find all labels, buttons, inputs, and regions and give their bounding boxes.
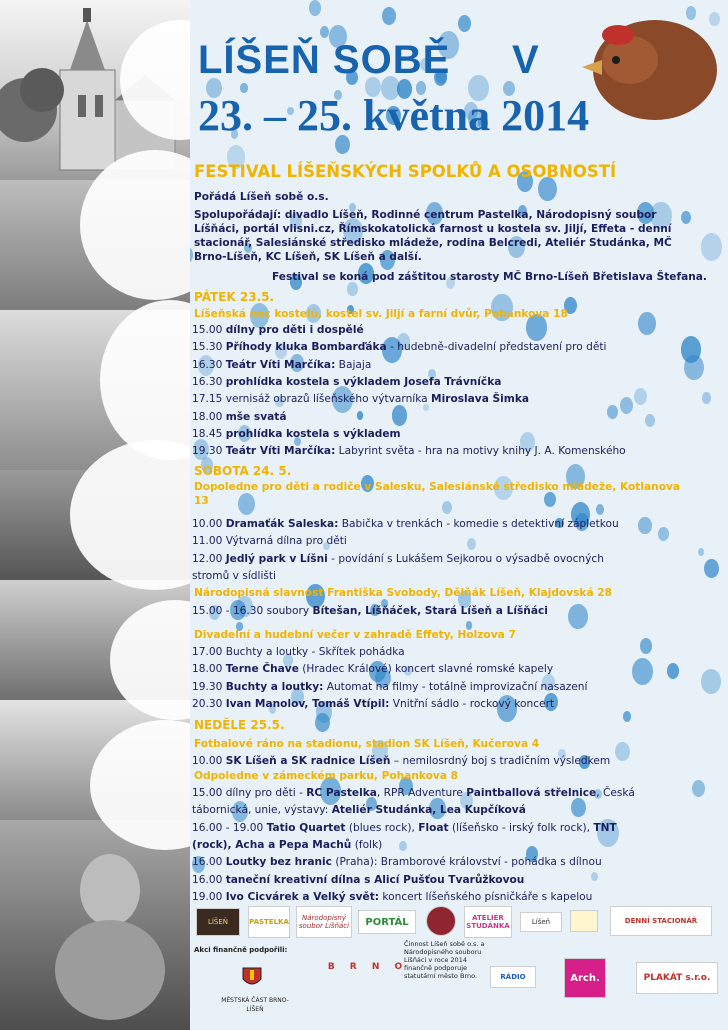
program-bold: Terne Čhave	[225, 663, 299, 676]
patronage: Festival se koná pod záštitou starosty MČ Brno-Líšeň Břetislava Štefana.	[272, 271, 707, 283]
program-row	[192, 444, 626, 458]
program-rest2: , RPR Adventure	[376, 787, 467, 799]
program-bold: (rock), Acha a Pepa Machů	[192, 838, 352, 851]
program-row	[192, 838, 382, 852]
coorganizers: Spolupořádají: divadlo Líšeň, Rodinné centrum Pastelka, Národopisný soubor Líšňáci, portál vlisni.cz, Římskokatolická farnost u kostela sv. Jiljí, Effeta - denní stacionář, Salesiánské středisko mládeže, rodina Belcredi, Ateliér Studánka, MČ Brno-Líšeň, KC Líšeň, SK Líšeň a další.	[194, 209, 672, 263]
logo-portal: PORTÁL	[358, 910, 416, 934]
program-row	[192, 754, 610, 768]
program-bold3: TNT	[593, 821, 617, 834]
coat-of-arms-icon	[242, 967, 262, 989]
program-bold2: Miroslava Šimka	[431, 393, 530, 406]
program-rest: dílny pro děti -	[225, 787, 307, 799]
program-row	[192, 323, 364, 337]
program-time: 19.30	[192, 445, 226, 458]
festival-subtitle: FESTIVAL LÍŠEŇSKÝCH SPOLKŮ A OSOBNOSTÍ	[194, 162, 617, 181]
program-bold3: Paintballová střelnice	[466, 787, 597, 799]
program-row	[192, 786, 635, 800]
program-rest: Buchty a loutky - Skřítek pohádka	[225, 646, 405, 658]
program-time: 15.30	[192, 341, 226, 354]
program-row	[192, 392, 529, 406]
saturday-venue-1: Dopoledne pro děti a rodiče v Salesku, Salesiánské středisko mládeže, Kotlanova 13	[194, 481, 681, 507]
organizer: Pořádá Líšeň sobě o.s.	[194, 191, 329, 203]
program-bold: Teátr Víti Marčíka:	[225, 445, 336, 458]
program-time: 10.00	[192, 755, 226, 767]
program-time: 10.00	[192, 518, 226, 530]
program-row	[192, 803, 526, 817]
program-rest: Výtvarná dílna pro děti	[225, 535, 347, 548]
program-time: 18.00	[192, 663, 226, 676]
program-time: 16.00 - 19.00	[192, 821, 267, 834]
logo-lisen: LÍŠEŇ	[196, 908, 240, 936]
logo-pastelka: PASTELKA	[248, 906, 290, 938]
program-bold: Loutky bez hranic	[225, 856, 332, 869]
program-row	[192, 873, 524, 887]
program-row	[192, 697, 554, 711]
program-row	[192, 569, 276, 583]
program-rest: (folk)	[351, 838, 383, 851]
logo-lisnaci: Národopisný soubor Líšňáci	[296, 906, 352, 938]
program-row	[192, 517, 619, 531]
friday-venue: Líšeňská noc kostelů, kostel sv. Jiljí a farní dvůr, Pohankova 18	[194, 308, 568, 320]
program-time: 17.15	[192, 393, 226, 406]
program-rest: Babička v trenkách - komedie s detektivní zápletkou	[338, 518, 619, 530]
logo-brno: B R N O	[327, 962, 409, 972]
program-row	[192, 855, 602, 869]
saturday-venue-2: Národopisná slavnost Františka Svobody, Dělňák Líšeň, Klajdovská 28	[194, 587, 613, 599]
program-rest: koncert líšeňského písničkáře s kapelou	[379, 890, 593, 903]
program-time: 19.00	[192, 890, 226, 903]
program-time: 16.30	[192, 358, 226, 371]
program-row	[192, 680, 587, 694]
program-bold2: Ateliér Studánka, Lea Kupčíková	[331, 804, 526, 817]
program-rest: stromů v sídlišti	[192, 569, 277, 582]
sunday-venue-2: Odpoledne v zámeckém parku, Pohankova 8	[194, 770, 459, 782]
program-row	[192, 410, 287, 424]
program-rest: Vnitřní sádlo - rockový koncert	[389, 697, 555, 710]
logo-lisen-small: Líšeň	[520, 912, 562, 932]
program-row	[192, 340, 606, 354]
program-time: 17.00	[192, 646, 226, 658]
program-rest3: , Česká	[596, 787, 635, 799]
program-row	[192, 375, 501, 389]
program-rest: (Praha): Bramborové království - pohádka s dílnou	[331, 856, 602, 869]
program-time: 20.30	[192, 697, 226, 710]
program-rest: tábornická, unie, výstavy:	[192, 804, 332, 817]
program-row	[192, 552, 604, 566]
funding-note: Činnost Líšeň sobě o.s. a Národopisného souboru Líšňáci v roce 2014 finančně podporuje statutární město Brno.	[404, 940, 485, 980]
support-label: Akci finančně podpořili:	[194, 946, 288, 954]
program-row	[192, 662, 553, 676]
program-bold: Jedlý park v Líšni	[225, 552, 328, 565]
program-row	[192, 358, 371, 372]
program-row	[192, 645, 405, 659]
program-bold: taneční kreativní dílna s Alicí Pušťou Tvarůžkovou	[225, 873, 525, 886]
program-rest2: (líšeňsko - irský folk rock),	[448, 821, 594, 834]
saturday-heading: SOBOTA 24. 5.	[194, 464, 292, 478]
program-time: 19.30	[192, 680, 226, 693]
program-time: 16.00	[192, 856, 226, 869]
logo-atelier-studanka: ATELIÉR STUDÁNKA	[464, 906, 512, 938]
program-row	[192, 604, 548, 618]
program-rest: (blues rock),	[345, 821, 419, 834]
program-rest: vernisáž obrazů líšeňského výtvarníka	[225, 393, 432, 406]
program-rest: Bajaja	[335, 358, 372, 371]
program-bold: dílny pro děti i dospělé	[225, 324, 364, 336]
statue-icon	[0, 820, 190, 1030]
program-time: 15.00	[192, 787, 226, 799]
program-time: 15.00 - 16.30	[192, 605, 267, 617]
program-rest: (Hradec Králové) koncert slavné romské kapely	[298, 663, 554, 676]
program-bold: Ivo Cicvárek a Velký svět:	[225, 890, 380, 903]
program-rest: Labyrint světa - hra na motivy knihy J. A. Komenského	[335, 445, 626, 458]
title-v: V	[512, 38, 539, 82]
program-rest: Automat na filmy - totálně improvizační nasazení	[323, 680, 588, 693]
program-bold: Příhody kluka Bombarďáka	[225, 341, 387, 354]
date-range: 23. – 25. května 2014	[198, 91, 590, 140]
logo-radio: RÁDIO	[490, 966, 536, 988]
program-time: 18.45	[192, 427, 226, 440]
logo-effeta: DENNÍ STACIONÁŘ	[610, 906, 712, 936]
sponsor-logos	[190, 900, 728, 1030]
logo-kc-lisen	[570, 910, 598, 932]
program-rest: - hudebně-divadelní představení pro děti	[386, 341, 607, 354]
program-bold: Dramaťák Saleska:	[225, 518, 339, 530]
program-content	[190, 0, 728, 1030]
program-bold2: Bítešan, Líšňáček, Stará Líšeň a Líšňáci	[312, 605, 548, 617]
logo-plakat: PLAKÁT s.r.o.	[636, 962, 718, 994]
sunday-heading: NEDĚLE 25.5.	[194, 718, 285, 732]
program-bold: prohlídka kostela s výkladem	[225, 427, 401, 440]
program-time: 16.30	[192, 375, 226, 388]
program-bold2: RC Pastelka	[306, 787, 377, 799]
logo-arch: Arch.	[564, 958, 606, 998]
program-bold: SK Líšeň a SK radnice Líšeň	[225, 755, 391, 767]
program-bold: Ivan Manolov, Tomáš Vtípil:	[225, 697, 390, 710]
photo-column	[0, 0, 190, 1030]
program-bold2: Float	[418, 821, 449, 834]
friday-heading: PÁTEK 23.5.	[194, 290, 275, 304]
program-bold: Teátr Víti Marčíka:	[225, 358, 336, 371]
program-time: 16.00	[192, 873, 226, 886]
district-label: MĚSTSKÁ ČÁST BRNO-LÍŠEŇ	[221, 997, 289, 1013]
program-bold: mše svatá	[225, 410, 287, 423]
program-bold: prohlídka kostela s výkladem Josefa Trávníčka	[225, 375, 502, 388]
logo-farnost	[426, 906, 456, 936]
program-rest: soubory	[266, 605, 313, 617]
program-bold: Buchty a loutky:	[225, 680, 324, 693]
program-row	[192, 821, 617, 835]
program-time: 11.00	[192, 535, 226, 548]
program-row	[192, 534, 347, 548]
program-row	[192, 427, 401, 441]
program-bold: Tatio Quartet	[266, 821, 346, 834]
program-time: 12.00	[192, 552, 226, 565]
program-time: 15.00	[192, 324, 226, 336]
sunday-venue-1: Fotbalové ráno na stadionu, stadion SK Líšeň, Kučerova 4	[194, 738, 540, 750]
logo-district	[230, 960, 274, 996]
saturday-venue-3: Divadelní a hudební večer v zahradě Effety, Holzova 7	[194, 629, 516, 641]
program-time: 18.00	[192, 410, 226, 423]
statue-photo	[0, 820, 190, 1030]
program-rest: - povídání s Lukášem Sejkorou o výsadbě ovocných	[327, 552, 604, 565]
program-rest: – nemilosrdný boj s tradičním výsledkem	[390, 755, 611, 767]
page-title: LÍŠEŇ SOBĚ	[198, 38, 451, 82]
